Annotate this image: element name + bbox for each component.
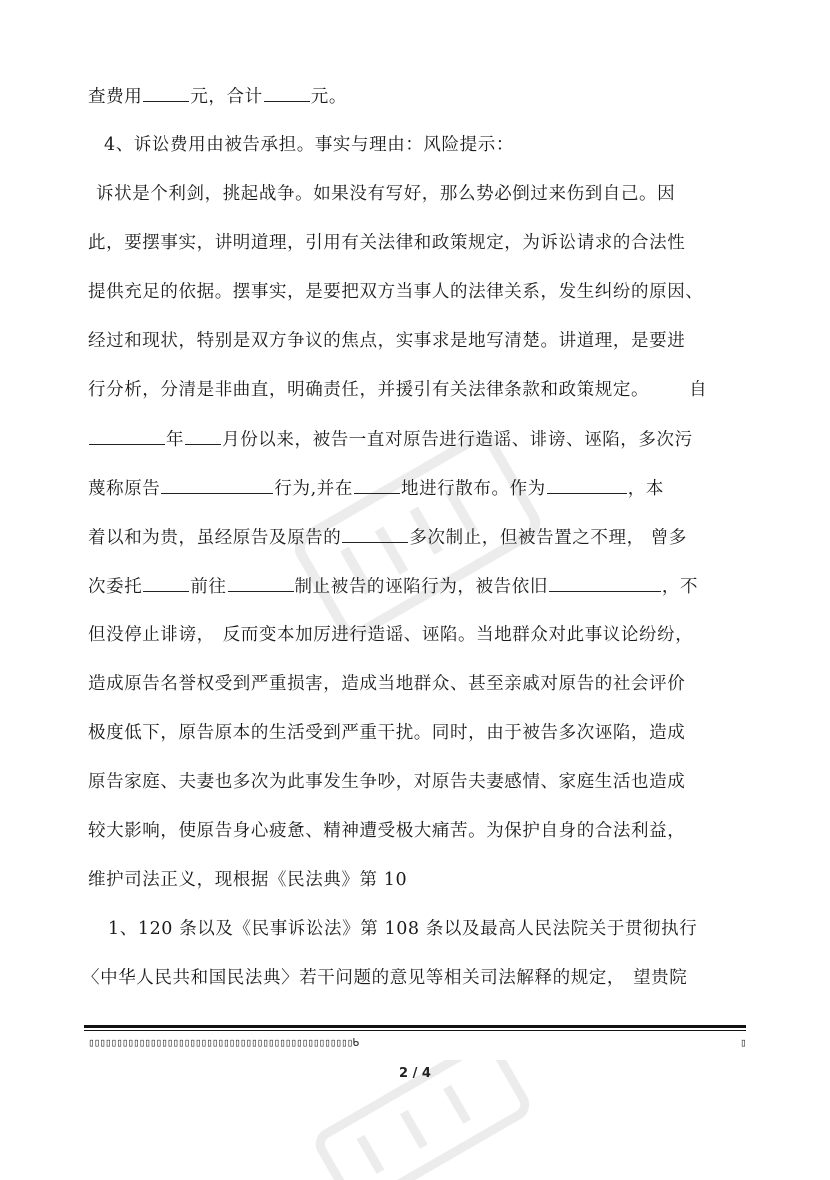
footer-rule-thin [84, 1030, 746, 1031]
text-line-6 [88, 329, 685, 353]
text-segment: 提供充足的依据。摆事实，是要把双方当事人的法律关系，发生纠纷的原因、 [88, 282, 704, 302]
text-segment: 蔑称原告 [88, 479, 161, 499]
text-line-5 [88, 280, 703, 304]
text-segment: 年 [166, 430, 185, 450]
text-line-15 [88, 770, 685, 794]
text-segment: 制止被告的诬陷行为，被告依旧 [294, 577, 548, 597]
text-segment: 1、120 条以及《民事诉讼法》第 108 条以及最高人民法院关于贯彻执行 [108, 919, 698, 939]
text-segment: 着以和为贵，虽经原告及原告的 [88, 528, 342, 548]
text-segment: 原告家庭、夫妻也多次为此事发生争吵，对原告夫妻感情、家庭生活也造成 [88, 772, 686, 792]
footer-left-text: ▯▯▯▯▯▯▯▯▯▯▯▯▯▯▯▯▯▯▯▯▯▯▯▯▯▯▯▯▯▯▯▯▯▯▯▯▯▯▯▯▯▯▯▯▯▯▯ᑲ [88, 1036, 359, 1049]
text-segment: 诉状是个利剑，挑起战争。如果没有写好，那么势必倒过来伤到自己。因 [96, 184, 676, 204]
text-segment: ，不 [661, 577, 699, 597]
text-segment: 查费用 [88, 87, 143, 107]
text-line-17 [88, 868, 407, 892]
text-segment: 较大影响，使原告身心疲惫、精神遭受极大痛苦。为保护自身的合法利益， [88, 821, 686, 841]
text-line-4 [88, 231, 685, 255]
fill-in-blank [549, 574, 661, 592]
text-line-14 [88, 721, 685, 745]
text-segment: 元，合计 [190, 87, 263, 107]
text-line-3 [96, 182, 675, 206]
text-line-16 [88, 819, 685, 843]
text-segment: 行为,并在 [274, 479, 353, 499]
text-segment: 极度低下，原告原本的生活受到严重干扰。同时，由于被告多次诬陷，造成 [88, 723, 686, 743]
text-line-7 [88, 378, 707, 402]
text-line-10 [88, 525, 687, 550]
text-line-12 [88, 623, 693, 647]
footer-rule-thick [84, 1025, 746, 1028]
fill-in-blank [354, 476, 400, 494]
fill-in-blank [547, 476, 627, 494]
fill-in-blank [143, 84, 189, 102]
text-segment: 此，要摆事实，讲明道理，引用有关法律和政策规定，为诉讼请求的合法性 [88, 233, 686, 253]
fill-in-blank [264, 84, 310, 102]
fill-in-blank [185, 427, 221, 445]
text-line-19 [82, 966, 687, 990]
text-segment: 月份以来，被告一直对原告进行造谣、诽谤、诬陷，多次污 [222, 430, 693, 450]
page-number: 2 / 4 [399, 1066, 431, 1081]
text-segment: 自 [689, 380, 708, 400]
text-segment: 〈中华人民共和国民法典〉若干问题的意见等相关司法解释的规定， [82, 968, 625, 988]
text-segment: 多次制止，但被告置之不理， [409, 528, 645, 548]
text-segment: 地进行散布。作为 [400, 479, 546, 499]
text-line-13 [88, 672, 685, 696]
text-line-18 [108, 917, 697, 941]
text-line-2 [104, 133, 514, 157]
text-segment: 造成原告名誉权受到严重损害，造成当地群众、甚至亲戚对原告的社会评价 [88, 674, 686, 694]
text-segment: 但没停止诽谤， [88, 625, 215, 645]
fill-in-blank [143, 574, 189, 592]
text-segment: 次委托 [88, 577, 143, 597]
footer-right-text: ▯ [740, 1036, 747, 1049]
text-segment: 元。 [310, 87, 347, 107]
text-segment: 反而变本加厉进行造谣、诬陷。当地群众对此事议论纷纷， [222, 625, 694, 645]
text-segment: ，本 [627, 479, 664, 499]
text-segment: 行分析，分清是非曲直，明确责任，并援引有关法律条款和政策规定。 [88, 380, 650, 400]
text-segment: 望贵院 [633, 968, 688, 988]
text-line-8 [88, 427, 693, 452]
text-segment: 前往 [190, 577, 227, 597]
text-segment: 4、诉讼费用由被告承担。事实与理由：风险提示： [104, 135, 514, 155]
text-line-9 [88, 476, 664, 501]
fill-in-blank [342, 525, 408, 543]
text-segment: 曾多 [650, 528, 687, 548]
text-line-1 [88, 84, 347, 109]
text-line-11 [88, 574, 698, 599]
text-segment: 经过和现状，特别是双方争议的焦点，实事求是地写清楚。讲道理，是要进 [88, 331, 686, 351]
fill-in-blank [161, 476, 273, 494]
text-segment: 维护司法正义，现根据《民法典》第 10 [88, 870, 408, 890]
fill-in-blank [89, 427, 165, 445]
fill-in-blank [228, 574, 294, 592]
